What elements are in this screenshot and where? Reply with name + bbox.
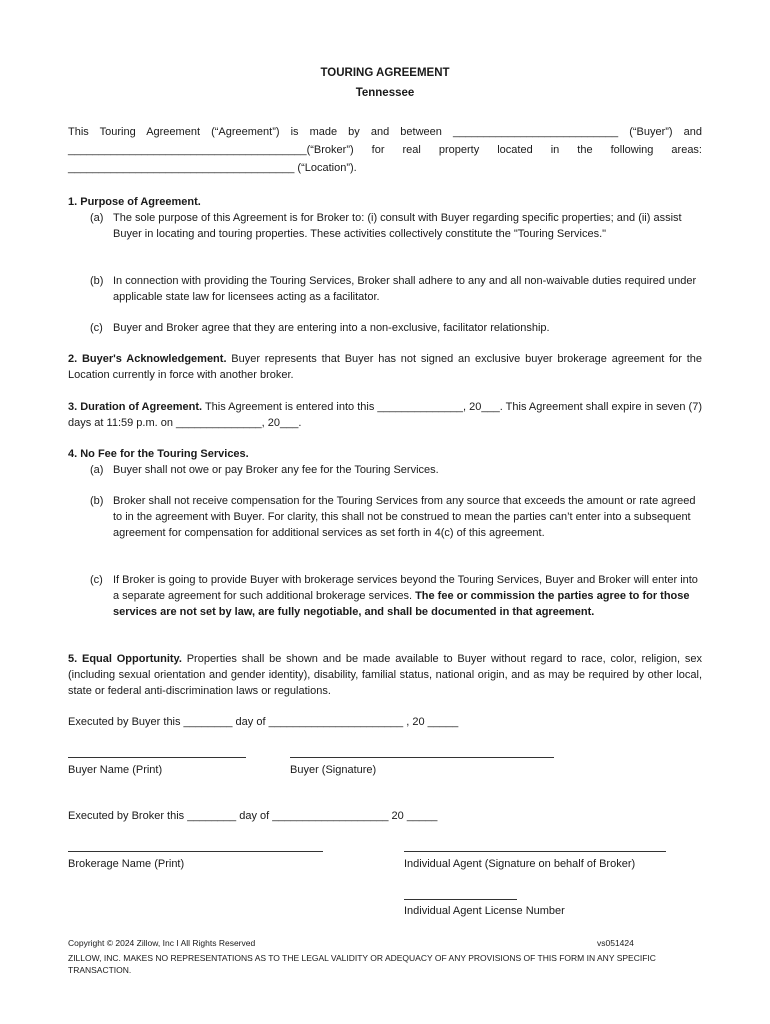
section-3-heading: 3. Duration of Agreement. bbox=[68, 401, 203, 413]
section-4-heading: 4. No Fee for the Touring Services. bbox=[68, 448, 249, 460]
footer-copyright: Copyright © 2024 Zillow, Inc I All Rights Reserved bbox=[68, 938, 256, 948]
section-3-text: This Agreement is entered into this ______________, 20___. This Agreement shall expire in seven (7) days at 11:59 p.m. on ______________, 20___. bbox=[68, 401, 702, 429]
section-1b-text: In connection with providing the Touring Services, Broker shall adhere to any and all non-waivable duties required under applicable state law for licensees acting as a facilitator. bbox=[113, 275, 697, 303]
agent-license-label: Individual Agent License Number bbox=[404, 905, 565, 917]
section-5-text: Properties shall be shown and be made available to Buyer without regard to race, color, religion, sex (including sexual orientation and gender identity), disability, familial status, national origin, and as may be required by other local, state or federal anti-discrimination laws or regulations. bbox=[68, 653, 702, 697]
section-4a-text: Buyer shall not owe or pay Broker any fee for the Touring Services. bbox=[113, 464, 439, 476]
executed-by-broker-line: Executed by Broker this ________ day of ___________________ 20 _____ bbox=[68, 810, 438, 822]
executed-by-buyer-line: Executed by Buyer this ________ day of ______________________ , 20 _____ bbox=[68, 716, 459, 728]
buyer-signature-rule bbox=[290, 757, 554, 758]
section-5 bbox=[68, 651, 702, 699]
buyer-signature-label: Buyer (Signature) bbox=[290, 764, 377, 776]
section-4c-body bbox=[113, 572, 702, 620]
section-1a-text: The sole purpose of this Agreement is for Broker to: (i) consult with Buyer regarding specific properties; and (ii) assist Buyer in locating and touring properties. These activities collectively constitute the "Touring Services." bbox=[113, 212, 682, 240]
section-2-heading: 2. Buyer's Acknowledgement. bbox=[68, 353, 227, 365]
section-1a-label: (a) bbox=[90, 212, 104, 224]
section-2-text: Buyer represents that Buyer has not signed an exclusive buyer brokerage agreement for the Location currently in force with another broker. bbox=[68, 353, 702, 381]
section-1b bbox=[90, 273, 702, 305]
section-1-heading: 1. Purpose of Agreement. bbox=[68, 196, 201, 208]
section-4b-label: (b) bbox=[90, 495, 104, 507]
document-title: TOURING AGREEMENT bbox=[320, 67, 450, 79]
brokerage-name-rule bbox=[68, 851, 323, 852]
section-2 bbox=[68, 351, 702, 383]
document-state: Tennessee bbox=[355, 87, 415, 99]
footer-disclaimer: ZILLOW, INC. MAKES NO REPRESENTATIONS AS TO THE LEGAL VALIDITY OR ADEQUACY OF ANY PROVISIONS OF THIS FORM IN ANY SPECIFIC TRANSACTION. bbox=[68, 953, 656, 975]
section-1c-text: Buyer and Broker agree that they are entering into a non-exclusive, facilitator relationship. bbox=[113, 322, 550, 334]
section-4c-bold-text: The fee or commission the parties agree to for those services are not set by law, are fully negotiable, and shall be documented in that agreement. bbox=[113, 590, 690, 618]
section-4c-text: If Broker is going to provide Buyer with brokerage services beyond the Touring Services, Buyer and Broker will enter into a separate agreement for such additional brokerage services. bbox=[113, 574, 698, 602]
brokerage-name-label: Brokerage Name (Print) bbox=[68, 858, 185, 870]
agent-signature-label: Individual Agent (Signature on behalf of Broker) bbox=[404, 858, 636, 870]
agent-license-rule bbox=[404, 899, 517, 900]
section-1b-label: (b) bbox=[90, 275, 104, 287]
section-4a bbox=[90, 462, 702, 478]
section-4b-text: Broker shall not receive compensation for the Touring Services from any source that exceeds the amount or rate agreed to in the agreement with Buyer. For clarity, this shall not be construed to mean the parties can’t enter into a subsequent agreement for compensation for additional services as set forth in 4(c) of this agreement. bbox=[113, 495, 696, 539]
section-1c-label: (c) bbox=[90, 322, 103, 334]
footer-form-id: vs051424 bbox=[597, 938, 634, 948]
buyer-name-label: Buyer Name (Print) bbox=[68, 764, 163, 776]
section-1c bbox=[90, 320, 702, 336]
section-4c-label: (c) bbox=[90, 574, 103, 586]
agent-signature-rule bbox=[404, 851, 666, 852]
section-4c bbox=[90, 572, 702, 620]
buyer-name-signature-rule bbox=[68, 757, 246, 758]
intro-line-3: _____________________________________ (“Location”). bbox=[68, 162, 357, 174]
intro-line-1: This Touring Agreement (“Agreement”) is made by and between ___________________________ (“Buyer”) and bbox=[68, 126, 702, 138]
section-4a-label: (a) bbox=[90, 464, 104, 476]
section-4b bbox=[90, 493, 702, 541]
intro-line-2: _______________________________________(“Broker”) for real property located in the following areas: bbox=[68, 144, 702, 156]
section-3 bbox=[68, 399, 702, 431]
section-1a bbox=[90, 210, 702, 242]
section-5-heading: 5. Equal Opportunity. bbox=[68, 653, 182, 665]
